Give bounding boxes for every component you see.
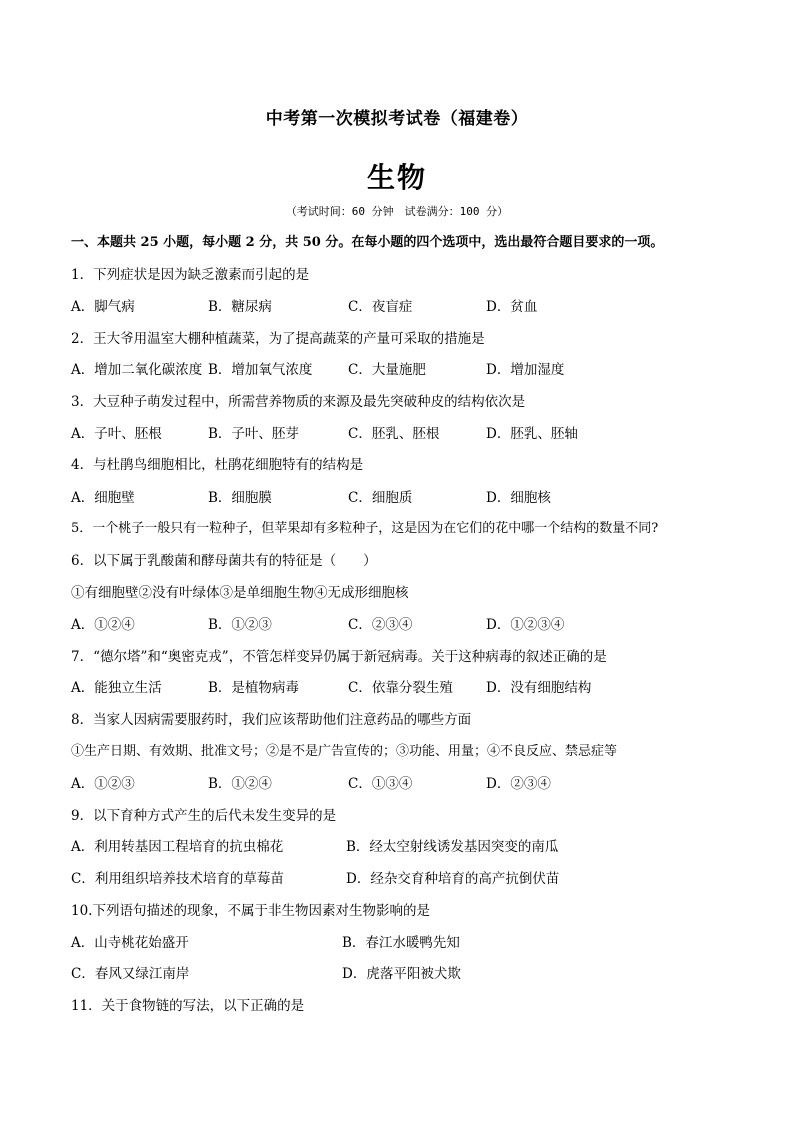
question-3-option-d: D．胚乳、胚轴 xyxy=(486,426,578,442)
question-3-option-c: C．胚乳、胚根 xyxy=(348,426,440,442)
question-2-option-c: C．大量施肥 xyxy=(348,362,426,378)
question-9-option-a: A．利用转基因工程培育的抗虫棉花 xyxy=(71,839,284,855)
question-8-option-b: B．①②④ xyxy=(208,776,272,792)
question-7-option-c: C．依靠分裂生殖 xyxy=(348,680,453,696)
question-6-option-b: B．①②③ xyxy=(208,617,272,633)
question-7-option-b: B．是植物病毒 xyxy=(208,680,299,696)
question-10-option-d: D．虎落平阳被犬欺 xyxy=(342,966,461,982)
question-6-statements: ①有细胞壁②没有叶绿体③是单细胞生物④无成形细胞核 xyxy=(71,585,409,601)
question-10-option-c: C．春风又绿江南岸 xyxy=(71,966,190,982)
question-11-stem: 11．关于食物链的写法，以下正确的是 xyxy=(71,998,305,1014)
exam-info: （考试时间：60 分钟 试卷满分：100 分） xyxy=(285,205,509,218)
question-8-option-a: A．①②③ xyxy=(71,776,135,792)
question-4-option-c: C．细胞质 xyxy=(348,490,413,506)
question-6-option-c: C．②③④ xyxy=(348,617,413,633)
question-8-option-d: D．②③④ xyxy=(486,776,551,792)
question-6-option-d: D．①②③④ xyxy=(486,617,565,633)
question-2-option-b: B．增加氧气浓度 xyxy=(208,362,313,378)
question-4-option-d: D．细胞核 xyxy=(486,490,551,506)
question-7-stem: 7．“德尔塔”和“奥密克戎”，不管怎样变异仍属于新冠病毒。关于这种病毒的叙述正确的是 xyxy=(71,649,607,665)
exam-title: 中考第一次模拟考试卷（福建卷） xyxy=(265,109,529,129)
question-7-option-a: A．能独立生活 xyxy=(71,680,162,696)
question-8-statements: ①生产日期、有效期、批准文号；②是不是广告宣传的；③功能、用量；④不良反应、禁忌症等 xyxy=(71,744,618,759)
question-10-option-b: B．春江水暖鸭先知 xyxy=(342,935,460,951)
question-9-stem: 9．以下育种方式产生的后代未发生变异的是 xyxy=(71,808,337,824)
question-1-option-a: A．脚气病 xyxy=(71,299,135,315)
question-7-option-d: D．没有细胞结构 xyxy=(486,680,592,696)
question-4-stem: 4．与杜鹃鸟细胞相比，杜鹃花细胞特有的结构是 xyxy=(71,457,364,473)
question-1-option-c: C．夜盲症 xyxy=(348,299,413,315)
question-8-option-c: C．①③④ xyxy=(348,776,413,792)
question-1-stem: 1．下列症状是因为缺乏激素而引起的是 xyxy=(71,267,310,283)
question-10-stem: 10.下列语句描述的现象，不属于非生物因素对生物影响的是 xyxy=(71,903,430,919)
question-3-stem: 3．大豆种子萌发过程中，所需营养物质的来源及最先突破种皮的结构依次是 xyxy=(71,394,526,410)
question-2-option-d: D．增加湿度 xyxy=(486,362,565,378)
question-4-option-b: B．细胞膜 xyxy=(208,490,272,506)
question-2-option-a: A．增加二氧化碳浓度 xyxy=(71,362,203,378)
question-3-option-a: A．子叶、胚根 xyxy=(71,426,162,442)
question-9-option-c: C．利用组织培养技术培育的草莓苗 xyxy=(71,871,284,887)
question-1-option-d: D．贫血 xyxy=(486,299,538,315)
question-6-option-a: A．①②④ xyxy=(71,617,135,633)
question-3-option-b: B．子叶、胚芽 xyxy=(208,426,299,442)
question-1-option-b: B．糖尿病 xyxy=(208,299,272,315)
question-10-option-a: A．山寺桃花始盛开 xyxy=(71,935,189,951)
question-9-option-d: D．经杂交育种培育的高产抗倒伏苗 xyxy=(346,871,560,887)
question-9-option-b: B．经太空射线诱发基因突变的南瓜 xyxy=(346,839,559,855)
question-2-stem: 2．王大爷用温室大棚种植蔬菜，为了提高蔬菜的产量可采取的措施是 xyxy=(71,331,485,347)
question-5-stem: 5．一个桃子一般只有一粒种子，但苹果却有多粒种子，这是因为在它们的花中哪一个结构的数量不同? xyxy=(71,521,659,536)
question-6-stem: 6．以下属于乳酸菌和酵母菌共有的特征是（ ） xyxy=(71,553,377,569)
question-4-option-a: A．细胞壁 xyxy=(71,490,135,506)
section-heading: 一、本题共 25 小题，每小题 2 分，共 50 分。在每小题的四个选项中，选出最符合题目要求的一项。 xyxy=(71,235,664,250)
question-8-stem: 8．当家人因病需要服药时，我们应该帮助他们注意药品的哪些方面 xyxy=(71,712,472,728)
subject-title: 生物 xyxy=(366,161,427,194)
